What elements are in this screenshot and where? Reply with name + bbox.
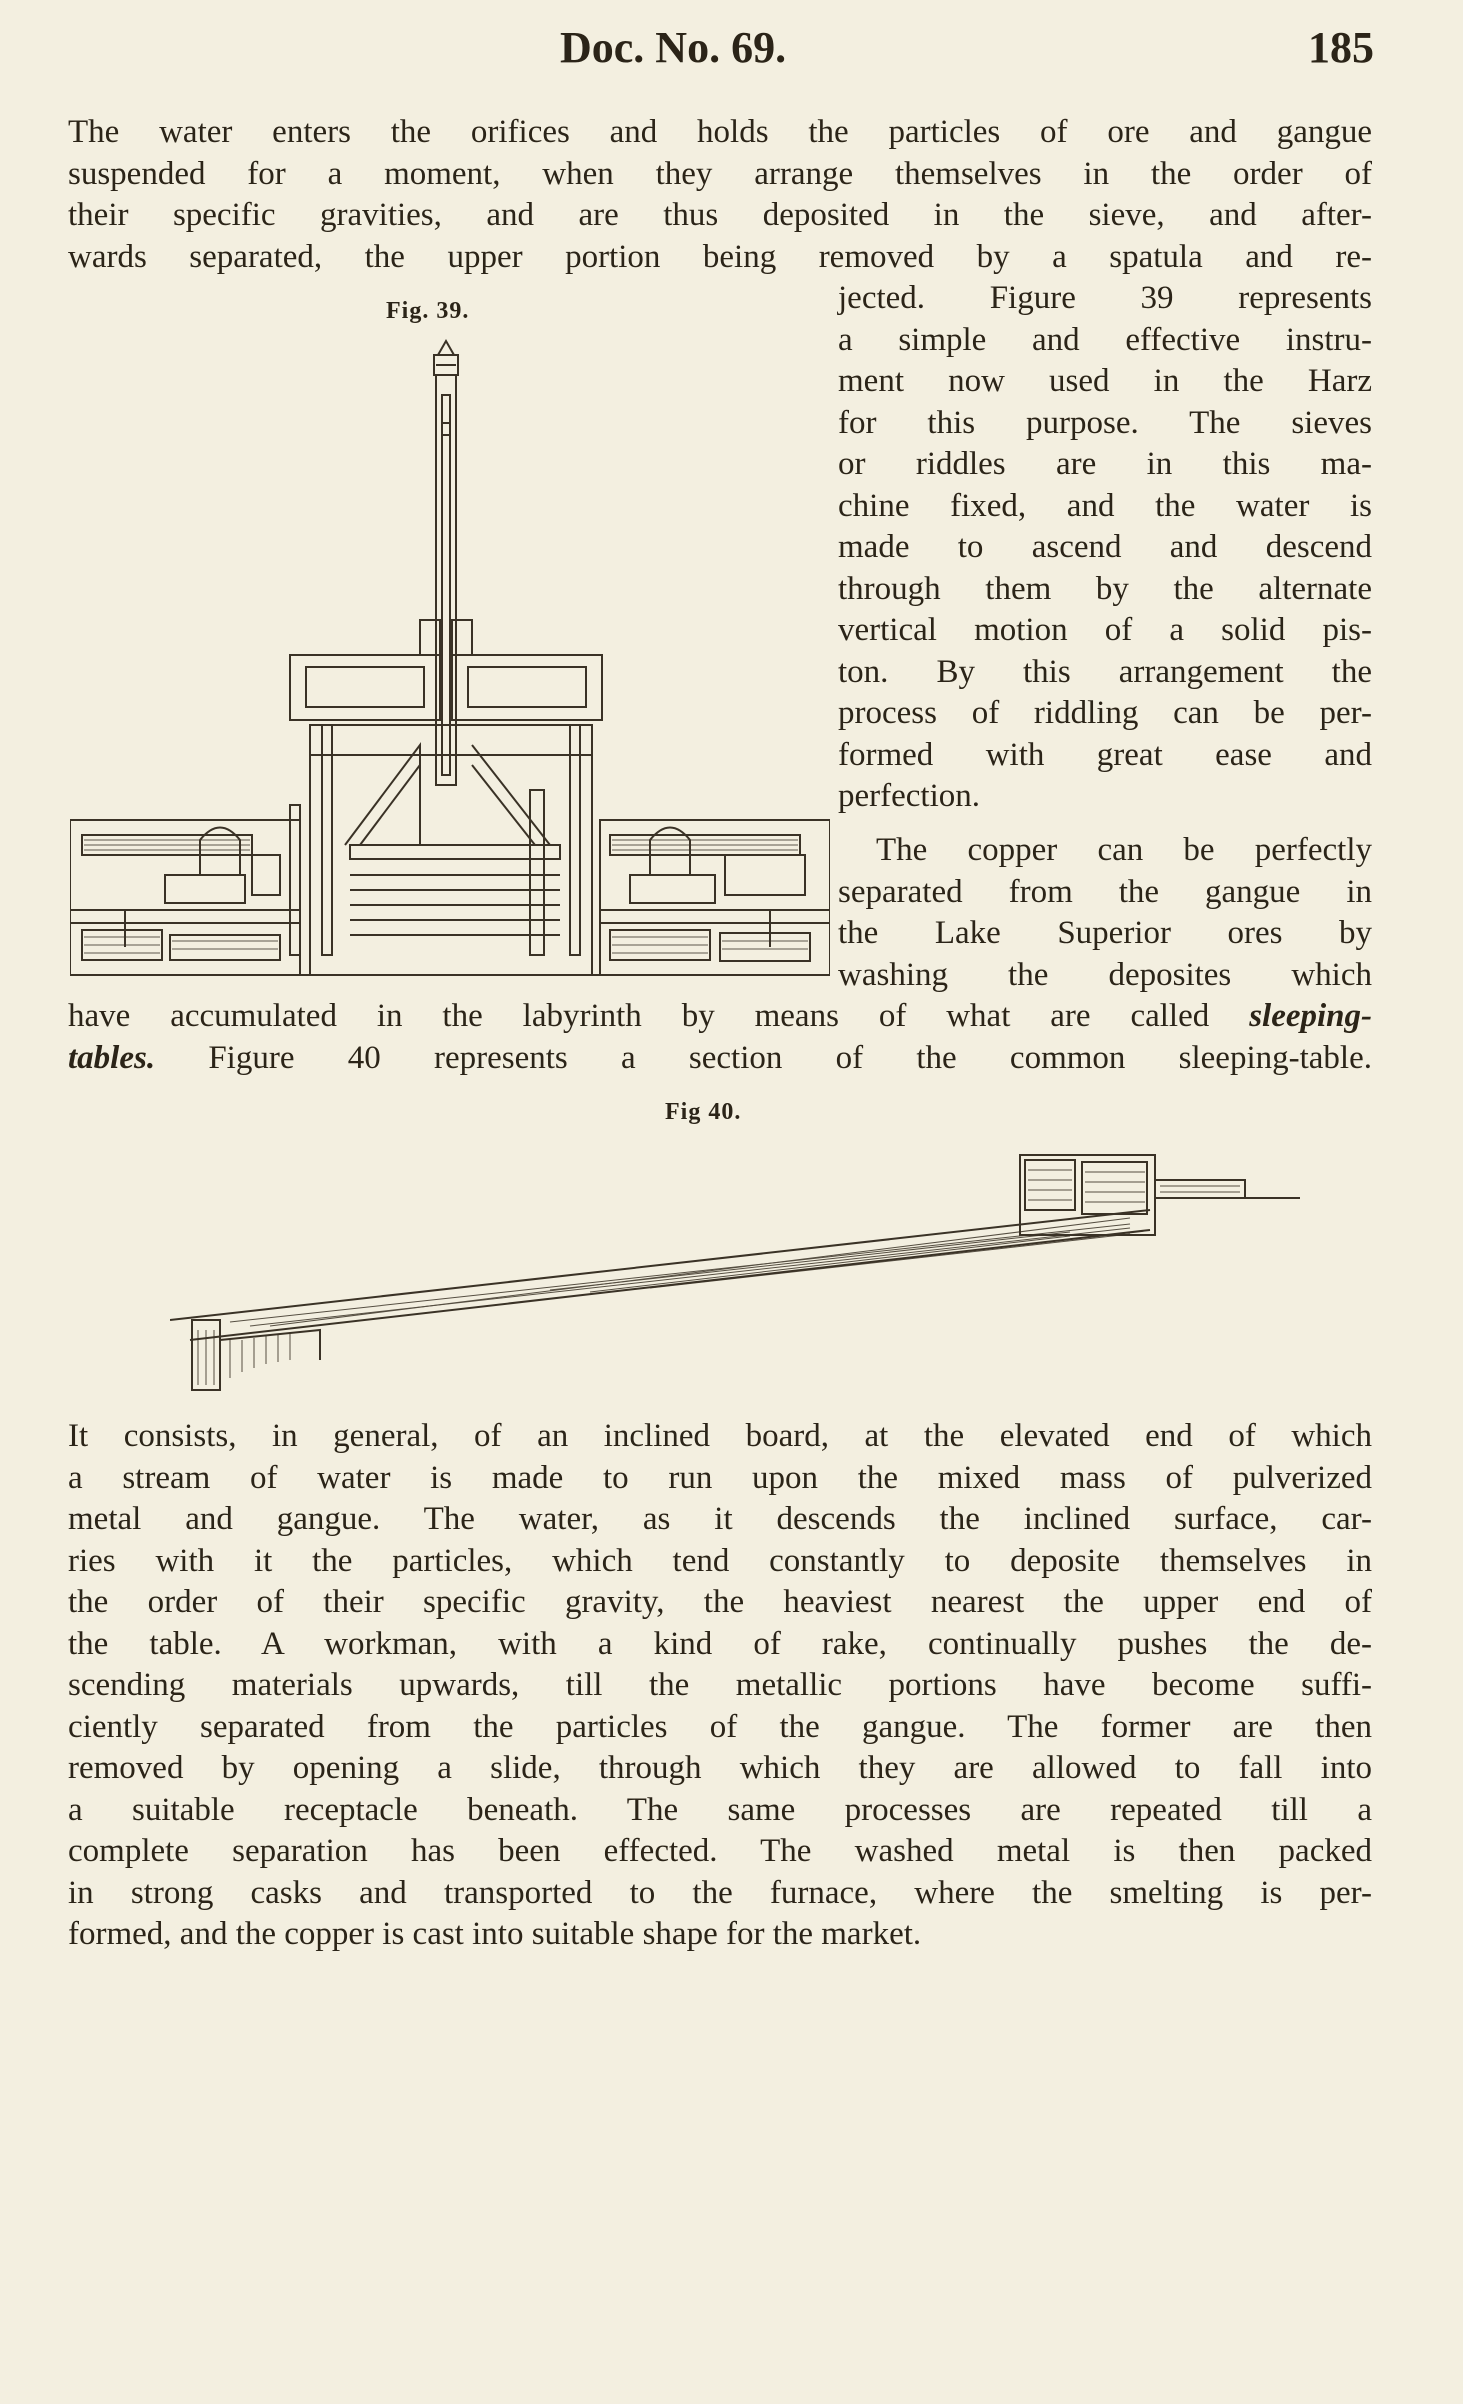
- paragraph-3: [68, 1416, 1372, 1956]
- figure-40-caption: Fig 40.: [665, 1099, 742, 1125]
- figure-39-washing-machine: [70, 335, 830, 985]
- text-line: The copper can be perfectly: [876, 832, 1372, 868]
- text-line: or riddles are in this ma-: [838, 446, 1372, 482]
- text-line: metal and gangue. The water, as it descends the inclined surface, car-: [68, 1501, 1372, 1537]
- page-header: [560, 22, 1380, 78]
- text-line: a simple and effective instru-: [838, 321, 1372, 358]
- term-sleeping-tables: sleeping-: [1249, 998, 1373, 1034]
- text-line: [68, 1038, 1372, 1080]
- text-line: formed with great ease and: [838, 736, 1372, 773]
- term-sleeping-tables-end: tables.: [68, 1039, 156, 1076]
- text-line: suspended for a moment, when they arrange themselves in the order of: [68, 155, 1372, 192]
- text-line: complete separation has been effected. The washed metal is then packed: [68, 1833, 1372, 1869]
- text-line: made to ascend and descend: [838, 529, 1372, 565]
- page-number: 185: [1308, 23, 1374, 72]
- text-fragment: have accumulated in the labyrinth by means of what are called: [68, 998, 1210, 1034]
- text-line: a stream of water is made to run upon the mixed mass of pulverized: [68, 1459, 1372, 1496]
- text-line: It consists, in general, of an inclined board, at the elevated end of which: [68, 1418, 1372, 1454]
- paragraph-2-continued: [68, 996, 1372, 1079]
- text-line: ries with it the particles, which tend constantly to deposite themselves in: [68, 1542, 1372, 1579]
- text-line: the order of their specific gravity, the heaviest nearest the upper end of: [68, 1584, 1372, 1620]
- text-line: vertical motion of a solid pis-: [838, 612, 1372, 648]
- text-line: the Lake Superior ores by: [838, 915, 1372, 951]
- text-line: process of riddling can be per-: [838, 695, 1372, 731]
- text-line: perfection.: [838, 778, 981, 814]
- text-line: scending materials upwards, till the metallic portions have become suffi-: [68, 1667, 1372, 1703]
- text-line: formed, and the copper is cast into suitable shape for the market.: [68, 1916, 922, 1952]
- paragraph-1-continued: [838, 278, 1372, 818]
- text-line: a suitable receptacle beneath. The same processes are repeated till a: [68, 1791, 1372, 1828]
- text-line: ment now used in the Harz: [838, 363, 1372, 399]
- paragraph-1: [68, 112, 1372, 278]
- text-line: wards separated, the upper portion being removed by a spatula and re-: [68, 238, 1372, 275]
- text-line: chine fixed, and the water is: [838, 487, 1372, 524]
- figure-40-sleeping-table: [170, 1140, 1300, 1400]
- text-line: through them by the alternate: [838, 570, 1372, 607]
- text-line: separated from the gangue in: [838, 873, 1372, 910]
- text-line: washing the deposites which: [838, 956, 1372, 993]
- text-line: the table. A workman, with a kind of rake, continually pushes the de-: [68, 1625, 1372, 1662]
- text-line: jected. Figure 39 represents: [838, 280, 1372, 316]
- text-line: removed by opening a slide, through which they are allowed to fall into: [68, 1750, 1372, 1786]
- figure-39-caption: Fig. 39.: [386, 298, 470, 324]
- text-line: their specific gravities, and are thus deposited in the sieve, and after-: [68, 197, 1372, 233]
- text-line: The water enters the orifices and holds the particles of ore and gangue: [68, 114, 1372, 150]
- text-fragment: Figure 40 represents a section of the common sleeping-table.: [155, 1039, 1372, 1076]
- text-line: ton. By this arrangement the: [838, 653, 1372, 690]
- text-line: in strong casks and transported to the furnace, where the smelting is per-: [68, 1874, 1372, 1911]
- paragraph-2: [838, 830, 1372, 996]
- text-line: [68, 996, 1372, 1038]
- text-line: for this purpose. The sieves: [838, 404, 1372, 441]
- text-line: ciently separated from the particles of the gangue. The former are then: [68, 1708, 1372, 1745]
- document-number: Doc. No. 69.: [560, 23, 787, 72]
